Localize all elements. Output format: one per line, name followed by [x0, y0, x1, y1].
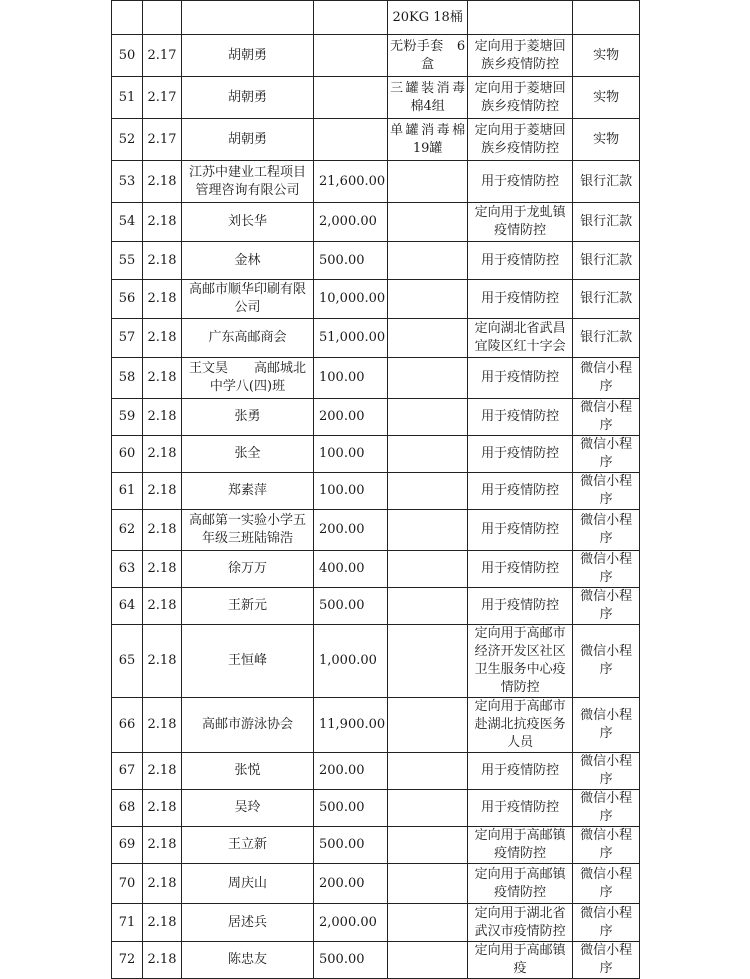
donation-amount: 100.00: [314, 358, 388, 399]
payment-method: 银行汇款: [573, 203, 640, 242]
table-row: [112, 119, 640, 161]
payment-method: 微信小程序: [573, 942, 640, 979]
donation-purpose: 定向用于龙虬镇疫情防控: [468, 203, 573, 242]
row-number: 53: [112, 161, 143, 203]
row-number: 52: [112, 119, 143, 161]
donation-purpose: 用于疫情防控: [468, 161, 573, 203]
donor-name: 广东高邮商会: [182, 319, 314, 358]
donor-name: 居述兵: [182, 904, 314, 942]
donation-amount: 2,000.00: [314, 904, 388, 942]
row-date: 2.18: [143, 510, 182, 551]
donated-goods: 20KG 18桶: [388, 1, 468, 35]
row-number: [112, 1, 143, 35]
donation-amount: 500.00: [314, 942, 388, 979]
row-date: 2.18: [143, 242, 182, 280]
donation-purpose: 用于疫情防控: [468, 358, 573, 399]
row-date: 2.18: [143, 942, 182, 979]
donor-name: 高邮市顺华印刷有限公司: [182, 280, 314, 319]
payment-method: 微信小程序: [573, 698, 640, 753]
payment-method: 微信小程序: [573, 827, 640, 864]
donor-name: 郑素萍: [182, 473, 314, 510]
donated-goods: [388, 242, 468, 280]
donation-amount: 100.00: [314, 473, 388, 510]
donation-amount: 500.00: [314, 790, 388, 827]
table-row: [112, 790, 640, 827]
donation-purpose: 用于疫情防控: [468, 399, 573, 436]
donated-goods: [388, 551, 468, 588]
payment-method: 银行汇款: [573, 319, 640, 358]
row-number: 62: [112, 510, 143, 551]
row-number: 54: [112, 203, 143, 242]
donated-goods: [388, 399, 468, 436]
donor-name: 王立新: [182, 827, 314, 864]
donation-purpose: 定向湖北省武昌宜陵区红十字会: [468, 319, 573, 358]
donation-amount: 500.00: [314, 242, 388, 280]
table-row: [112, 904, 640, 942]
donated-goods: [388, 864, 468, 904]
row-number: 64: [112, 588, 143, 625]
donation-purpose: 用于疫情防控: [468, 753, 573, 790]
donation-amount: 1,000.00: [314, 625, 388, 698]
row-number: 59: [112, 399, 143, 436]
donor-name: [182, 1, 314, 35]
donor-name: 吴玲: [182, 790, 314, 827]
row-number: 68: [112, 790, 143, 827]
donation-amount: 500.00: [314, 588, 388, 625]
donation-purpose: 用于疫情防控: [468, 473, 573, 510]
row-number: 72: [112, 942, 143, 979]
table-row: [112, 942, 640, 979]
row-date: 2.18: [143, 319, 182, 358]
table-row: [112, 473, 640, 510]
payment-method: 微信小程序: [573, 399, 640, 436]
row-number: 71: [112, 904, 143, 942]
payment-method: 实物: [573, 119, 640, 161]
donation-amount: 11,900.00: [314, 698, 388, 753]
row-date: 2.18: [143, 436, 182, 473]
donor-name: 王文昊 高邮城北中学八(四)班: [182, 358, 314, 399]
payment-method: [573, 1, 640, 35]
donated-goods: [388, 473, 468, 510]
donation-amount: 200.00: [314, 399, 388, 436]
payment-method: 微信小程序: [573, 625, 640, 698]
donation-amount: [314, 77, 388, 119]
table-row: [112, 436, 640, 473]
donated-goods: [388, 942, 468, 979]
donated-goods: 单罐消毒棉19罐: [388, 119, 468, 161]
row-date: 2.17: [143, 119, 182, 161]
payment-method: 银行汇款: [573, 161, 640, 203]
donation-amount: 2,000.00: [314, 203, 388, 242]
donor-name: 徐万万: [182, 551, 314, 588]
row-date: 2.18: [143, 864, 182, 904]
row-number: 69: [112, 827, 143, 864]
donor-name: 刘长华: [182, 203, 314, 242]
table-row: [112, 358, 640, 399]
row-date: 2.18: [143, 473, 182, 510]
row-date: 2.18: [143, 399, 182, 436]
donation-purpose: 用于疫情防控: [468, 588, 573, 625]
table-row: [112, 242, 640, 280]
donation-purpose: 定向用于高邮镇疫情防控: [468, 864, 573, 904]
donation-purpose: 用于疫情防控: [468, 280, 573, 319]
donation-amount: [314, 35, 388, 77]
table-row: [112, 399, 640, 436]
table-row: [112, 203, 640, 242]
donor-name: 胡朝勇: [182, 35, 314, 77]
row-number: 58: [112, 358, 143, 399]
donation-amount: 400.00: [314, 551, 388, 588]
donation-amount: 21,600.00: [314, 161, 388, 203]
donation-amount: 200.00: [314, 864, 388, 904]
payment-method: 实物: [573, 35, 640, 77]
table-row: [112, 753, 640, 790]
row-date: 2.18: [143, 904, 182, 942]
donated-goods: 无粉手套 6盒: [388, 35, 468, 77]
table-row: [112, 319, 640, 358]
row-date: 2.18: [143, 827, 182, 864]
payment-method: 银行汇款: [573, 280, 640, 319]
donation-amount: 100.00: [314, 436, 388, 473]
table-row: [112, 280, 640, 319]
donated-goods: [388, 625, 468, 698]
row-date: 2.18: [143, 588, 182, 625]
donated-goods: [388, 904, 468, 942]
row-date: 2.18: [143, 790, 182, 827]
table-row: [112, 864, 640, 904]
donor-name: 高邮第一实验小学五年级三班陆锦浩: [182, 510, 314, 551]
row-number: 65: [112, 625, 143, 698]
donation-amount: [314, 119, 388, 161]
donation-table: [111, 0, 640, 979]
row-date: 2.17: [143, 77, 182, 119]
donated-goods: [388, 753, 468, 790]
donation-amount: 500.00: [314, 827, 388, 864]
payment-method: 微信小程序: [573, 904, 640, 942]
donation-purpose: 用于疫情防控: [468, 242, 573, 280]
donor-name: 王恒峰: [182, 625, 314, 698]
donation-purpose: 定向用于菱塘回族乡疫情防控: [468, 77, 573, 119]
donor-name: 陈忠友: [182, 942, 314, 979]
row-date: [143, 1, 182, 35]
payment-method: 微信小程序: [573, 436, 640, 473]
payment-method: 微信小程序: [573, 588, 640, 625]
donated-goods: [388, 280, 468, 319]
donated-goods: [388, 358, 468, 399]
row-date: 2.18: [143, 625, 182, 698]
donor-name: 周庆山: [182, 864, 314, 904]
donor-name: 金林: [182, 242, 314, 280]
row-number: 67: [112, 753, 143, 790]
donation-amount: 10,000.00: [314, 280, 388, 319]
payment-method: 微信小程序: [573, 510, 640, 551]
row-date: 2.18: [143, 358, 182, 399]
donation-purpose: 定向用于菱塘回族乡疫情防控: [468, 35, 573, 77]
donated-goods: 三罐装消毒棉4组: [388, 77, 468, 119]
donated-goods: [388, 161, 468, 203]
payment-method: 微信小程序: [573, 551, 640, 588]
donation-amount: 200.00: [314, 510, 388, 551]
donation-purpose: 定向用于菱塘回族乡疫情防控: [468, 119, 573, 161]
donation-table-body: [112, 1, 640, 979]
row-date: 2.18: [143, 698, 182, 753]
donor-name: 张全: [182, 436, 314, 473]
donor-name: 高邮市游泳协会: [182, 698, 314, 753]
row-number: 60: [112, 436, 143, 473]
donor-name: 张悦: [182, 753, 314, 790]
donor-name: 江苏中建业工程项目管理咨询有限公司: [182, 161, 314, 203]
payment-method: 微信小程序: [573, 358, 640, 399]
donation-purpose: 定向用于高邮镇疫: [468, 942, 573, 979]
row-number: 50: [112, 35, 143, 77]
table-row: [112, 698, 640, 753]
row-number: 51: [112, 77, 143, 119]
donation-amount: 200.00: [314, 753, 388, 790]
donated-goods: [388, 510, 468, 551]
donated-goods: [388, 790, 468, 827]
payment-method: 微信小程序: [573, 864, 640, 904]
donation-amount: [314, 1, 388, 35]
donation-purpose: 用于疫情防控: [468, 510, 573, 551]
donation-purpose: 定向用于湖北省武汉市疫情防控: [468, 904, 573, 942]
row-date: 2.18: [143, 753, 182, 790]
row-number: 63: [112, 551, 143, 588]
payment-method: 实物: [573, 77, 640, 119]
donation-amount: 51,000.00: [314, 319, 388, 358]
donation-purpose: 定向用于高邮镇疫情防控: [468, 827, 573, 864]
table-row: [112, 161, 640, 203]
payment-method: 微信小程序: [573, 473, 640, 510]
donation-purpose: 用于疫情防控: [468, 436, 573, 473]
row-number: 70: [112, 864, 143, 904]
donated-goods: [388, 436, 468, 473]
donor-name: 张勇: [182, 399, 314, 436]
donation-purpose: 定向用于高邮市经济开发区社区卫生服务中心疫情防控: [468, 625, 573, 698]
donation-purpose: [468, 1, 573, 35]
table-row: [112, 588, 640, 625]
donated-goods: [388, 319, 468, 358]
row-date: 2.18: [143, 161, 182, 203]
table-row: [112, 35, 640, 77]
row-date: 2.18: [143, 551, 182, 588]
table-row: [112, 1, 640, 35]
donated-goods: [388, 588, 468, 625]
row-number: 66: [112, 698, 143, 753]
donation-purpose: 定向用于高邮市赴湖北抗疫医务人员: [468, 698, 573, 753]
donor-name: 胡朝勇: [182, 119, 314, 161]
row-number: 55: [112, 242, 143, 280]
row-number: 61: [112, 473, 143, 510]
payment-method: 银行汇款: [573, 242, 640, 280]
table-row: [112, 827, 640, 864]
donated-goods: [388, 698, 468, 753]
row-date: 2.18: [143, 203, 182, 242]
donated-goods: [388, 203, 468, 242]
donor-name: 胡朝勇: [182, 77, 314, 119]
table-row: [112, 510, 640, 551]
donor-name: 王新元: [182, 588, 314, 625]
donated-goods: [388, 827, 468, 864]
donation-purpose: 用于疫情防控: [468, 551, 573, 588]
row-date: 2.18: [143, 280, 182, 319]
payment-method: 微信小程序: [573, 753, 640, 790]
donation-purpose: 用于疫情防控: [468, 790, 573, 827]
table-row: [112, 77, 640, 119]
table-row: [112, 625, 640, 698]
table-row: [112, 551, 640, 588]
row-number: 57: [112, 319, 143, 358]
row-number: 56: [112, 280, 143, 319]
row-date: 2.17: [143, 35, 182, 77]
payment-method: 微信小程序: [573, 790, 640, 827]
